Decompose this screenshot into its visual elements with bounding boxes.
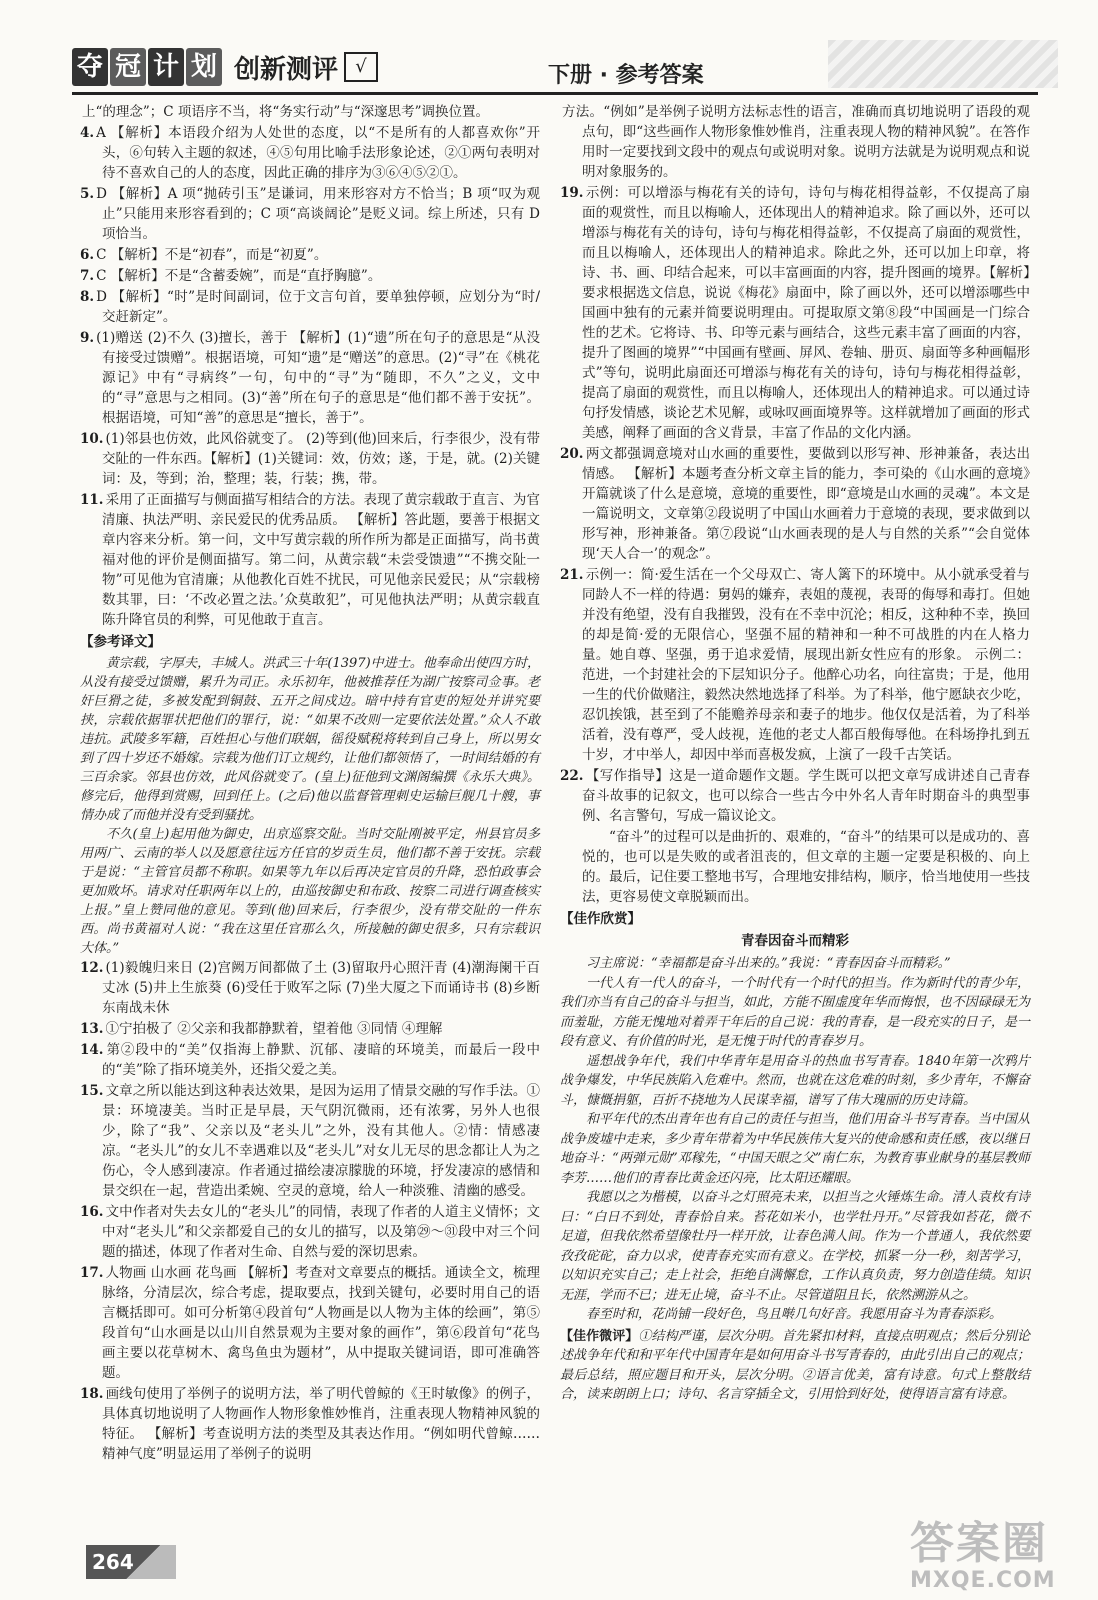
right-column bbox=[560, 102, 1030, 1405]
essay-paragraph: 我愿以之为楷模，以奋斗之灯照亮未来，以担当之火锤炼生命。清人袁枚有诗曰：“白日不到处，青春恰自来。苔花如米小，也学牡丹开。”尽管我如苔花，微不足道，但我依然希望像牡丹一样开放，让春色满人间。作为一个普通人，我依然要孜孜砣砣，奋力以求，使青春充实而有意义。在学校，抓紧一分一秒，刻苦学习，以知识充实自己；走上社会，拒绝自满懈怠，工作认真负责，努力创造佳绩。知识无涯，学而不已；进无止境，奋斗不止。尽管道阻且长，依然溯游从之。 bbox=[560, 1190, 1030, 1303]
reference-translation bbox=[80, 654, 540, 958]
answer-item: 10. (1)邻县也仿效，此风俗就变了。 (2)等到(他)回来后，行李很少，没有带交阯的一件东西。【解析】(1)关键词：效，仿效；遂，于是，就。(2)关键词：及，等到；治，整理；装，行装；携，带。 bbox=[80, 431, 540, 487]
brand-subtitle: 创新测评 bbox=[234, 54, 339, 85]
answer-item: 8. D 【解析】“时”是时间副词，位于文言句首，要单独停顿，应划分为“时/交赶新定”。 bbox=[80, 289, 540, 325]
brand-char: 计 bbox=[148, 48, 184, 86]
answer-item: 6. C 【解析】不是“初春”，而是“初夏”。 bbox=[80, 247, 328, 263]
answer-item: 20. 两文都强调意境对山水画的重要性，要做到以形写神、形神兼备，表达出情感。 【解析】本题考查分析文章主旨的能力，李可染的《山水画的意境》开篇就谈了什么是意境，意境的重要性，即“意境是山水画的灵魂”。本文是一篇说明文，文章第②段说明了中国山水画着力于意境的表现，要求做到以形写神，形神兼备。第⑦段说“山水画表现的是人与自然的关系”“会自觉体现‘天人合一’的观念”。 bbox=[560, 446, 1030, 562]
answer-item: 13. ①宁拍极了 ②父亲和我都静默着，望着他 ③同情 ④理解 bbox=[80, 1021, 443, 1037]
header-decoration bbox=[828, 40, 1058, 88]
page-number: 264 bbox=[86, 1545, 176, 1579]
answer-item: 上“的理念”；C 项语序不当，将“务实行动”与“深邃思考”调换位置。 bbox=[82, 104, 490, 120]
answer-item: 19. 示例：可以增添与梅花有关的诗句，诗句与梅花相得益彰，不仅提高了扇面的观赏性，而且以梅喻人，还体现出人的精神追求。除了画以外，还可以增添与梅花有关的诗句，诗句与梅花相得益彰，不仅提高了扇面的观赏性，而且以梅喻人，还体现出人的精神追求。除此之外，还可以加上印章，将诗、书、画、印结合起来，可以丰富画面的内容，提升图画的境界。【解析】要求根据选文信息，说说《梅花》扇面中，除了画以外，还可以增添哪些中国画中独有的元素并简要说明理由。可提取原文第⑧段“中国画是一门综合性的艺术。它将诗、书、印等元素与画结合，这些元素丰富了画面的内容，提升了图画的境界”“中国画有壁画、屏风、卷轴、册页、扇面等多种画幅形式”等句，说明此扇面还可增添与梅花有关的诗句，诗句与梅花相得益彰，提高了扇面的观赏性，而且以梅喻人，还体现出人的精神追求。可以通过诗句抒发情感，谈论艺术见解，或咏叹画面境界等。这样就增加了画面的形式美感，阐释了画面的含义背景，丰富了作品的文化内涵。 bbox=[560, 185, 1030, 441]
translation-label: 【参考译文】 bbox=[80, 634, 161, 650]
answer-item: 12. (1)毅魄归来日 (2)宫阙万间都做了土 (3)留取丹心照汗青 (4)潮海阑干百丈冰 (5)井上生旅葵 (6)受任于败军之际 (7)坐大厦之下而诵诗书 (8)乡断东南战未休 bbox=[80, 960, 540, 1016]
writing-guide-paragraph: “奋斗”的过程可以是曲折的、艰难的，“奋斗”的结果可以是成功的、喜悦的，也可以是失败的或者沮丧的，但文章的主题一定要是积极的、向上的。最后，记住要工整地书写，合理地安排结构，顺序，恰当地使用一些技法，更容易使文章脱颖而出。 bbox=[582, 829, 1030, 905]
answer-item: 22. 【写作指导】这是一道命题作文题。学生既可以把文章写成讲述自己青春奋斗故事的记叙文，也可以综合一些古今中外名人青年时期奋斗的典型事例、名言警句，写成一篇议论文。 bbox=[560, 768, 1030, 824]
essay-label: 【佳作欣赏】 bbox=[560, 911, 641, 927]
page-header bbox=[0, 0, 1098, 98]
answer-item: 21. 示例一：简·爱生活在一个父母双亡、寄人篱下的环境中。从小就承受着与同龄人不一样的待遇：舅妈的嫌弃，表姐的蔑视，表哥的侮辱和毒打。但她并没有绝望，没有自我摧毁，没有在不幸中沉沦；相反，这种种不幸，换回的却是简·爱的无限信心，坚强不屈的精神和一种不可战胜的内在人格力量。她自尊、坚强，勇于追求爱情，展现出新女性应有的形象。 示例二：范进，一个封建社会的下层知识分子。他醉心功名，向往富贵；于是，他用一生的代价做赌注，毅然决然地选择了科举。为了科举，他宁愿缺衣少吃，忍饥挨饿，甚至到了不能赡养母亲和妻子的地步。他仅仅是活着，为了科举活着，没有尊严，受人歧视，连他的老丈人都百般侮辱他。在科场挣扎到五十岁，才中举人，却因中举而喜极发疯，上演了一段千古笑话。 bbox=[560, 567, 1030, 763]
essay-paragraph: 一代人有一代人的奋斗，一个时代有一个时代的担当。作为新时代的青少年，我们亦当有自己的奋斗与担当，如此，方能不囿虚度年华而悔恨，也不因碌碌无为而羞耻，方能无愧地对着弄干年后的自己说：我的青春，是一段充实的日子，是一段有意义、有价值的时光，是无愧于时代的青春岁月。 bbox=[560, 975, 1030, 1049]
watermark bbox=[910, 1520, 1080, 1594]
essay-paragraph: 遥想战争年代，我们中华青年是用奋斗的热血书写青春。1840年第一次鸦片战争爆发，中华民族陷入危难中。然而，也就在这危难的时刻，多少青年，不懈奋斗，慷慨捐躯，百折不挠地为人民谋幸福，谱写了伟大瑰丽的历史诗篇。 bbox=[560, 1053, 1030, 1108]
answer-item: 14. 第②段中的“美”仅指海上静默、沉郁、凄暗的环境美，而最后一段中的“美”除了指环境美外，还指父爱之美。 bbox=[80, 1042, 540, 1078]
model-essay bbox=[560, 954, 1030, 1325]
comment-label: 【佳作微评】 bbox=[560, 1328, 639, 1344]
check-icon: √ bbox=[344, 52, 378, 82]
essay-paragraph: 和平年代的杰出青年也有自己的责任与担当，他们用奋斗书写青春。当中国从战争废墟中走来，多少青年带着为中华民族伟大复兴的使命感和责任感，夜以继日地奋斗：“两弹元勋”邓稼先，“中国天眼之父”南仁东，为教育事业献身的基层教师李芳……他们的青春比黄金还闪亮，比太阳还耀眼。 bbox=[560, 1112, 1030, 1186]
page-title: 下册 · 参考答案 bbox=[548, 63, 704, 88]
answer-item: 5. D 【解析】A 项“抛砖引玉”是谦词，用来形容对方不恰当；B 项“叹为观止”只能用来形容看到的；C 项“高谈阔论”是贬义词。综上所述，只有 D 项恰当。 bbox=[80, 186, 540, 242]
essay-comment bbox=[560, 1327, 1030, 1405]
left-column bbox=[80, 102, 540, 1465]
answer-item: 16. 文中作者对失去女儿的“老头儿”的同情，表现了作者的人道主义情怀；文中对“老头儿”和父亲都爱自己的女儿的描写，以及第㉙～㉛段中对三个问题的描述，体现了作者对生命、自然与爱的深切思索。 bbox=[80, 1204, 540, 1260]
answer-item: 4. A 【解析】本语段介绍为人处世的态度，以“不是所有的人都喜欢你”开头，⑥句转入主题的叙述，④⑤句用比喻手法形象论述，②①两句表明对待不喜欢自己的人的态度，因此正确的排序为③⑥④⑤②①。 bbox=[80, 125, 540, 181]
answer-item: 7. C 【解析】不是“含蓄委婉”，而是“直抒胸臆”。 bbox=[80, 268, 382, 284]
essay-paragraph: 春至时和，花尚铺一段好色，鸟且啭几句好音。我愿用奋斗为青春添彩。 bbox=[586, 1307, 1003, 1322]
watermark-text: 答案圈 bbox=[910, 1518, 1048, 1569]
answer-item: 18. 画线句使用了举例子的说明方法，举了明代曾鲸的《王时敏像》的例子，具体真切地说明了人物画作人物形象惟妙惟肖，注重表现人物精神风貌的特征。 【解析】考查说明方法的类型及其表达作用。“例如明代曾鲸……精神气度”明显运用了举例子的说明 bbox=[80, 1386, 540, 1462]
brand-char: 夺 bbox=[72, 48, 108, 86]
brand-char: 划 bbox=[186, 48, 222, 86]
brand bbox=[72, 46, 378, 88]
answer-item: 9. (1)赠送 (2)不久 (3)擅长，善于 【解析】(1)“遗”所在句子的意思是“从没有接受过馈赠”。根据语境，可知“遗”是“赠送”的意思。(2)“寻”在《桃花源记》中有“寻病终”一句，句中的“寻”为“随即，不久”之义，文中的“寻”意思与之相同。(3)“善”所在句子的意思是“他们都不善于安抚”。根据语境，可知“善”的意思是“擅长，善于”。 bbox=[80, 330, 540, 426]
essay-title: 青春因奋斗而精彩 bbox=[741, 933, 849, 949]
answer-item: 11. 采用了正面描写与侧面描写相结合的方法。表现了黄宗载敢于直言、为官清廉、执法严明、亲民爱民的优秀品质。 【解析】答此题，要善于根据文章内容来分析。第一问，文中写黄宗载的所作所为都是正面描写，尚书黄福对他的评价是侧面描写。第二问，从黄宗载“未尝受馈遗”“不携交阯一物”可见他为官清廉；从他教化百姓不扰民，可见他亲民爱民；从“宗载榜数其罪，曰：‘不改必置之法。’众莫敢犯”，可见他执法严明；从黄宗载直陈升降官员的利弊，可见他敢于直言。 bbox=[80, 492, 540, 628]
watermark-url: MXQE.COM bbox=[910, 1568, 1056, 1593]
answer-item: 方法。“例如”是举例子说明方法标志性的语言，准确而真切地说明了语段的观点句，即“这些画作人物形象惟妙惟肖，注重表现人物的精神风貌”。在答作用时一定要找到文段中的观点句或说明对象。说明方法就是为说明观点和说明对象服务的。 bbox=[562, 104, 1030, 180]
answer-item: 15. 文章之所以能达到这种表达效果，是因为运用了情景交融的写作手法。①景：环境凄美。当时正是早晨，天气阴沉微雨，还有浓雾，另外人也很少，除了“我”、父亲以及“老头儿”之外，没有其他人。②情：情感凄凉。“老头儿”的女儿不幸遇难以及“老头儿”对女儿无尽的思念都让人为之伤心，令人感到凄凉。作者通过描绘凄凉朦胧的环境，抒发凄凉的感情和景交织在一起，营造出柔婉、空灵的意境，给人一种淡雅、清幽的感受。 bbox=[80, 1083, 540, 1199]
brand-char: 冠 bbox=[110, 48, 146, 86]
brand-logo bbox=[72, 48, 224, 86]
answer-item: 17. 人物画 山水画 花鸟画 【解析】考查对文章要点的概括。通读全文，梳理脉络，分清层次，综合考虑，提取要点，找到关键句，必要时用自己的语言概括即可。如可分析第④段首句“人物画是以人物为主体的绘画”，第⑤段首句“山水画是以山川自然景观为主要对象的画作”，第⑥段首句“花鸟画主要以花草树木、禽鸟鱼虫为题材”，从中提取关键词语，即可准确答题。 bbox=[80, 1265, 540, 1381]
header-divider bbox=[72, 92, 1038, 95]
essay-paragraph: 习主席说：“幸福都是奋斗出来的。”我说：“青春因奋斗而精彩。” bbox=[586, 956, 951, 971]
translation-paragraph: 黄宗载，字厚夫，丰城人。洪武三十年(1397)中进士。他奉命出使四方时，从没有接受过馈赠，累升为司正。永乐初年，他被推荐任为湖广按察司佥事。老奸巨猾之徒，多被发配到铜鼓、五开之间戍边。暗中持有官吏的短处并讲究要挟，宗载依据罪状把他们的罪行，说：“如果不改则一定要依法处置。”众人不敢违抗。武陵多军籍，百姓担心与他们联姻，徭役赋税将转到自己身上，所以男女到了四十岁还不婚嫁。宗载为他们订立规约，让他们都领悟了，一时间结婚的有三百余家。邻县也仿效，此风俗就变了。(皇上)征他到文渊阁编撰《永乐大典》。修完后，他得到赏赐，回到任上。(之后)他以监督管理刺史运输巨舰几十艘，事情办成了而他并没有受到骚扰。 bbox=[80, 656, 540, 823]
translation-paragraph: 不久(皇上)起用他为御史，出京巡察交阯。当时交阯刚被平定，州县官员多用两广、云南的举人以及愿意往远方任官的岁贡生员，他们都不善于安抚。宗载于是说：“主管官员都不称职。如果等九年以后再决定官员的升降，恐怕政事会更加败坏。请求对任职两年以上的，由巡按御史和布政、按察二司进行调查核实上报。”皇上赞同他的意见。等到(他)回来后，行李很少，没有带交阯的一件东西。尚书黄福对人说：“我在这里任官那么久，所接触的御史很多，只有宗载识大体。” bbox=[80, 827, 540, 956]
comment-text: ①结构严谨，层次分明。首先紧扣材料，直接点明观点；然后分别论述战争年代和和平年代中国青年是如何用奋斗书写青春的，由此引出自己的观点；最后总结，照应题目和开头，层次分明。②语言优美，富有诗意。句式上整散结合，读来朗朗上口；诗句、名言穿插全文，引用恰到好处，使得语言富有诗意。 bbox=[560, 1328, 1030, 1402]
